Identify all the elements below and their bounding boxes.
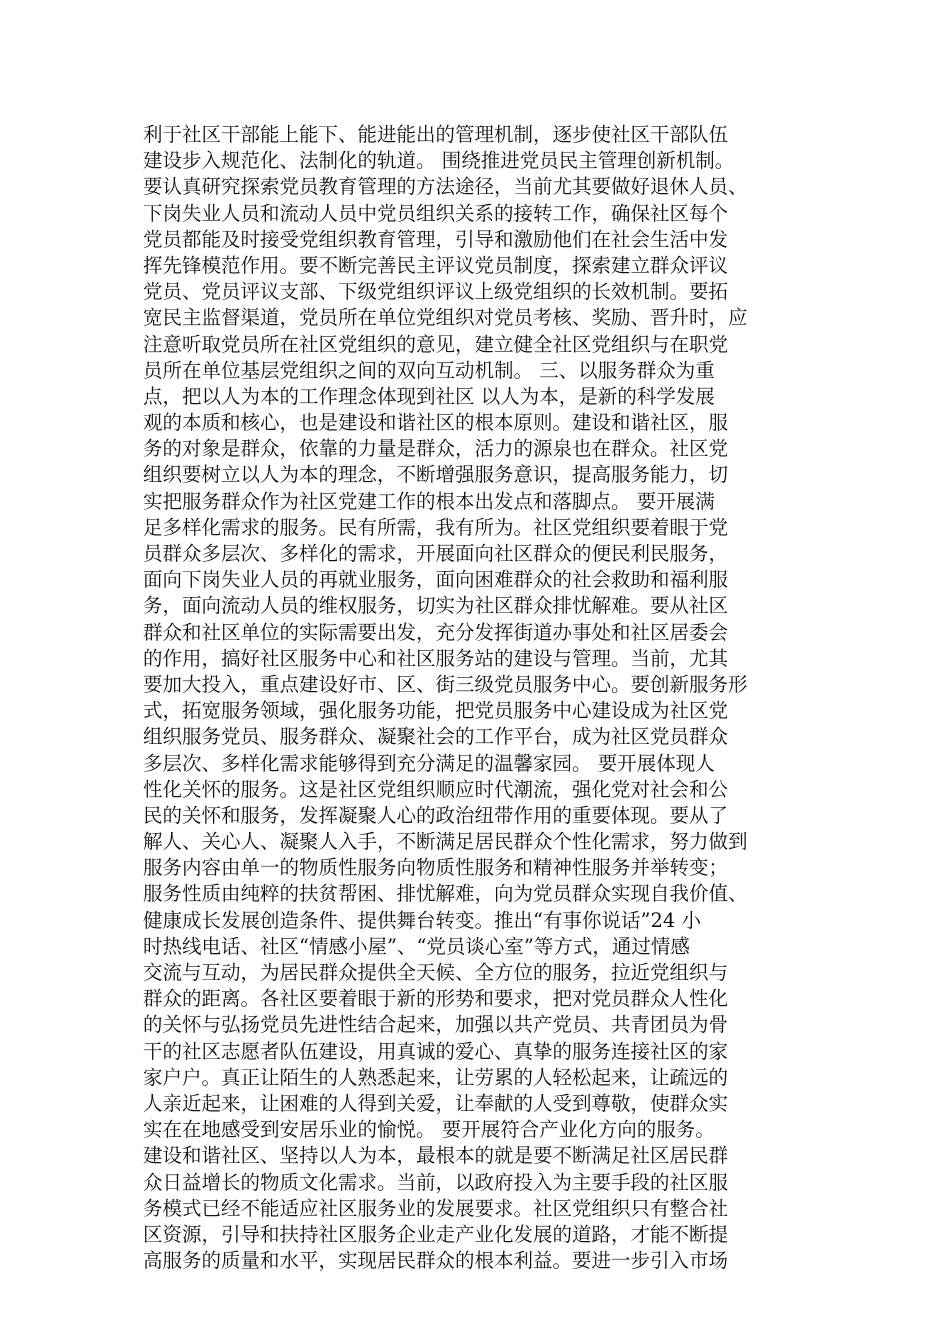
text-line: 建设和谐社区、坚持以人为本，最根本的就是要不断满足社区居民群 [143,1144,729,1168]
text-line: 家户户。真正让陌生的人熟悉起来，让劳累的人轻松起来，让疏远的 [143,1065,729,1089]
body-text [143,122,823,1274]
text-line: 服务内容由单一的物质性服务向物质性服务和精神性服务并举转变； [143,856,729,880]
text-line: 务模式已经不能适应社区服务业的发展要求。社区党组织只有整合社 [143,1196,729,1220]
text-line: 服务性质由纯粹的扶贫帮困、排忧解难，向为党员群众实现自我价值、 [143,882,748,906]
text-line: 人亲近起来，让困难的人得到关爱，让奉献的人受到尊敬，使群众实 [143,1091,729,1115]
text-line: 要加大投入，重点建设好市、区、街三级党员服务中心。要创新服务形 [143,672,748,696]
text-line: 性化关怀的服务。这是社区党组织顺应时代潮流，强化党对社会和公 [143,777,729,801]
text-line: 式，拓宽服务领域，强化服务功能，把党员服务中心建设成为社区党 [143,699,729,723]
text-line: 的关怀与弘扬党员先进性结合起来，加强以共产党员、共青团员为骨 [143,1013,729,1037]
text-line: 宽民主监督渠道，党员所在单位党组织对党员考核、奖励、晋升时，应 [143,306,748,330]
text-line: 员群众多层次、多样化的需求，开展面向社区群众的便民利民服务， [143,542,729,565]
text-line: 干的社区志愿者队伍建设，用真诚的爱心、真挚的服务连接社区的家 [143,1039,729,1063]
text-line: 实把服务群众作为社区党建工作的根本出发点和落脚点。 要开展满 [143,489,715,513]
text-line: 党员都能及时接受党组织教育管理，引导和激励他们在社会生活中发 [143,227,729,251]
text-line: 高服务的质量和水平，实现居民群众的根本利益。要进一步引入市场 [143,1249,729,1273]
text-line: 要认真研究探索党员教育管理的方法途径，当前尤其要做好退休人员、 [143,175,748,199]
text-line: 务的对象是群众，依靠的力量是群众，活力的源泉也在群众。社区党 [143,437,729,461]
text-line: 组织服务党员、服务群众、凝聚社会的工作平台，成为社区党员群众 [143,725,729,749]
text-line: 下岗失业人员和流动人员中党员组织关系的接转工作，确保社区每个 [143,201,729,225]
text-line: 挥先锋模范作用。要不断完善民主评议党员制度，探索建立群众评议 [143,253,729,277]
text-line: 党员、党员评议支部、下级党组织评议上级党组织的长效机制。要拓 [143,280,729,304]
text-line: 的作用，搞好社区服务中心和社区服务站的建设与管理。当前，尤其 [143,646,729,670]
text-line: 众日益增长的物质文化需求。当前，以政府投入为主要手段的社区服 [143,1170,729,1194]
text-line: 足多样化需求的服务。民有所需，我有所为。社区党组织要着眼于党 [143,515,729,539]
text-line: 实在在地感受到安居乐业的愉悦。 要开展符合产业化方向的服务。 [143,1118,715,1142]
text-line: 区资源，引导和扶持社区服务企业走产业化发展的道路，才能不断提 [143,1222,729,1246]
text-line: 面向下岗失业人员的再就业服务，面向困难群众的社会救助和福利服 [143,568,729,592]
text-line: 解人、关心人、凝聚人入手，不断满足居民群众个性化需求，努力做到 [143,830,748,854]
text-line: 多层次、多样化需求能够得到充分满足的温馨家园。 要开展体现人 [143,751,715,775]
text-line: 时热线电话、社区“情感小屋”、“党员谈心室”等方式，通过情感 [143,934,690,958]
text-line: 健康成长发展创造条件、提供舞台转变。推出“有事你说话”24 小 [143,908,701,932]
text-line: 点，把以人为本的工作理念体现到社区 以人为本，是新的科学发展 [143,384,715,408]
text-line: 组织要树立以人为本的理念，不断增强服务意识，提高服务能力，切 [143,463,729,487]
text-line: 利于社区干部能上能下、能进能出的管理机制，逐步使社区干部队伍 [143,123,729,146]
text-line: 员所在单位基层党组织之间的双向互动机制。 三、以服务群众为重 [143,358,715,382]
text-line: 民的关怀和服务，发挥凝聚人心的政治纽带作用的重要体现。要从了 [143,803,729,827]
text-line: 群众和社区单位的实际需要出发，充分发挥街道办事处和社区居委会 [143,620,729,644]
text-line: 注意听取党员所在社区党组织的意见，建立健全社区党组织与在职党 [143,332,729,356]
text-line: 务，面向流动人员的维权服务，切实为社区群众排忧解难。要从社区 [143,594,729,618]
text-line: 群众的距离。各社区要着眼于新的形势和要求，把对党员群众人性化 [143,987,729,1011]
text-line: 交流与互动，为居民群众提供全天候、全方位的服务，拉近党组织与 [143,961,729,984]
text-line: 建设步入规范化、法制化的轨道。 围绕推进党员民主管理创新机制。 [143,149,735,173]
text-line: 观的本质和核心，也是建设和谐社区的根本原则。建设和谐社区，服 [143,411,729,435]
